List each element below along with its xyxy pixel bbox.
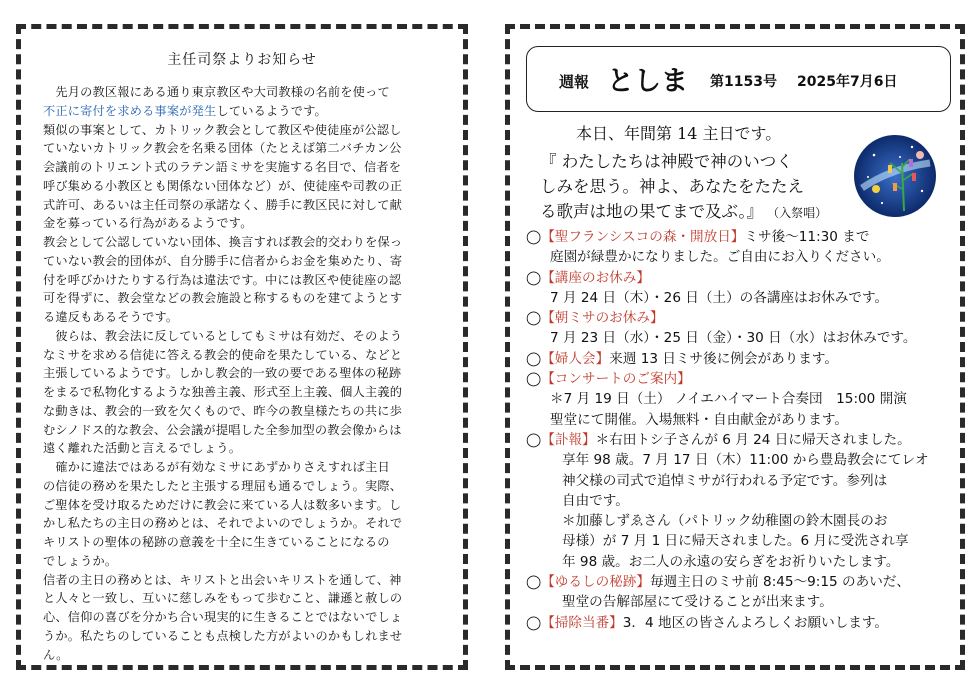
body-text: 心、信仰の喜びを分かち合い現実的に生きることではないでしょ (43, 610, 403, 624)
announcement-detail: 庭園が緑豊かになりました。ご自由にお入りください。 (550, 249, 890, 266)
body-line (43, 627, 453, 646)
left-title: 主任司祭よりお知らせ (167, 52, 317, 68)
psalm-line: 『 わたしたちは神殿で神のいつく (540, 152, 793, 171)
body-text: 類似の事案として、カトリック教会として教区や使徒座が公認し (43, 122, 402, 137)
body-text: ん。 (43, 647, 69, 662)
circle-bullet-icon: ◯ (526, 310, 542, 327)
body-line (43, 608, 453, 627)
body-line (43, 383, 453, 402)
announcement-text: 来週 13 日ミサ後に例会があります。 (609, 350, 838, 367)
circle-bullet-icon: ◯ (526, 229, 542, 245)
body-line (43, 402, 453, 421)
announcement-title: 【聖フランシスコの森・開放日】 (541, 229, 745, 245)
body-line (43, 252, 453, 271)
announcement-item (526, 227, 952, 247)
announcement-item (526, 369, 952, 389)
body-text: なミサを求める信徒に答える教会的使命を果たしている、などと (43, 347, 403, 362)
body-line (43, 439, 453, 458)
announcement-title: 【掃除当番】 (541, 614, 623, 631)
announcement-detail: 年 98 歳。お二人の永遠の安らぎをお祈りいたします。 (562, 553, 900, 570)
body-text: 教会として公認していない団体、換言すれば教会的交わりを保っ (43, 235, 403, 249)
psalm-line: しみを思う。神よ、あなたをたたえ (540, 177, 804, 196)
circle-bullet-icon: ◯ (526, 350, 542, 367)
circle-bullet-icon: ◯ (526, 431, 542, 448)
announcement-text: ミサ後～11:30 まで (744, 229, 870, 245)
body-text: キリストの聖体の秘跡の意義を十全に生きていることになるの (43, 535, 390, 549)
announcement-item (526, 430, 952, 450)
body-text: ていないカトリック教会を名乗る団体（たとえば第二バチカン公 (43, 141, 402, 156)
body-line (43, 514, 453, 533)
announcement-detail: 聖堂の告解部屋にて受けることが出来ます。 (562, 594, 833, 611)
body-text: る違反もあるそうです。 (43, 310, 179, 324)
announcement-title: 【講座のお休み】 (541, 269, 650, 286)
body-text: うか。私たちのしていることも点検した方がよいのかもしれませ (43, 628, 403, 643)
announcement-title: 【朝ミサのお休み】 (541, 310, 664, 327)
circle-bullet-icon: ◯ (526, 574, 542, 591)
body-line (43, 496, 453, 515)
announcement-list (526, 227, 952, 633)
highlighted-text: 不正に寄付を求める事案が発生 (43, 103, 217, 118)
body-line (43, 327, 453, 346)
announcement-detail: 母様）が 7 月 1 日に帰天されました。6 月に受洗され享 (562, 533, 909, 550)
announcement-detail: ＊7 月 19 日（土） ノイエハイマート合奏団 15:00 開演 (550, 391, 907, 408)
announcement-title: 【訃報】 (541, 431, 596, 448)
announcement-detail: 聖堂にて開催。入場無料・自由献金があります。 (550, 411, 848, 428)
psalm-line (540, 199, 827, 226)
announcement-title: 【婦人会】 (541, 350, 610, 367)
announcement-item (526, 572, 952, 592)
header-issue: 第1153号 (710, 74, 777, 90)
body-line (43, 233, 453, 252)
announcement-detail: 7 月 24 日（木）・26 日（土）の各講座はお休みです。 (550, 289, 889, 306)
right-panel (505, 24, 965, 670)
body-line (43, 139, 453, 158)
body-text: 可を得ずに、教会堂などの教会施設と称するものを建てようとす (43, 291, 403, 306)
psalm-line-text: る歌声は地の果てまで及ぶ。』 (540, 202, 764, 221)
sunday-notice: 本日、年間第 14 主日です。 (576, 124, 782, 143)
announcement-detail: 享年 98 歳。7 月 17 日（木）11:00 から豊島教会にてレオ (562, 452, 929, 469)
body-line (43, 458, 453, 477)
announcement-detail: ＊加藤しずゑさん（パトリック幼稚園の鈴木園長のお (562, 513, 888, 530)
left-body (43, 83, 453, 664)
body-line (43, 271, 453, 290)
body-text: 呼び集める小教区とも関係ない団体など）が、使徒座や司教の正 (43, 178, 403, 193)
announcement-item (526, 613, 952, 633)
body-line (43, 289, 453, 308)
body-text: むシノドス的な教会、公会議が提唱した全参加型の教会像からは (43, 422, 402, 437)
entrance-antiphon (540, 149, 827, 226)
body-line (43, 571, 453, 590)
body-line (43, 83, 453, 102)
body-text: 主張しているようです。しかし教会的一致の要である聖体の秘跡 (43, 366, 402, 381)
body-text: をまるで私物化するような独善主義、形式至上主義、個人主義的 (43, 385, 403, 399)
header-name: としま (607, 66, 688, 97)
body-line (43, 121, 453, 140)
body-line (43, 533, 453, 552)
body-line (43, 646, 453, 665)
body-line (43, 214, 453, 233)
body-text: かし私たちの主日の務めとは、それでよいのでしょうか。それで (43, 516, 403, 531)
body-text: 式許可、あるいは主任司祭の承諾なく、勝手に教区民に対して献 (43, 197, 402, 212)
body-text: ていない教会的団体が、自分勝手に信者からお金を集めたり、寄 (43, 253, 403, 268)
body-text: でしょうか。 (43, 553, 118, 568)
body-text: 彼らは、教会法に反しているとしてもミサは有効だ、そのよう (43, 328, 403, 343)
body-line (43, 364, 453, 383)
circle-bullet-icon: ◯ (526, 614, 542, 631)
body-line (43, 102, 453, 121)
body-text: な動きは、教会的一致を欠くもので、昨今の教皇様たちの共に歩 (43, 403, 402, 418)
circle-bullet-icon: ◯ (526, 371, 542, 388)
body-line (43, 158, 453, 177)
body-line (43, 346, 453, 365)
announcement-item (526, 308, 952, 328)
body-line (43, 477, 453, 496)
announcement-detail: 7 月 23 日（水）・25 日（金）・30 日（水）はお休みです。 (550, 330, 917, 347)
announcement-item (526, 349, 952, 369)
body-text: 先月の教区報にある通り東京教区や大司教様の名前を使って (43, 85, 390, 99)
body-text: 会議前のトリエント式のラテン語ミサを実施する名目で、信者を (43, 160, 402, 174)
body-text: 金を募っている行為があるようです。 (43, 216, 253, 231)
body-line (43, 589, 453, 608)
body-line (43, 421, 453, 440)
body-text: 確かに違法ではあるが有効なミサにあずかりさえすれば主日 (43, 460, 390, 474)
circle-bullet-icon: ◯ (526, 269, 542, 286)
newsletter-header (526, 46, 951, 112)
tanabata-illustration-icon (852, 133, 938, 219)
body-text: 付を呼びかけたりする行為は違法です。中には教区や使徒座の認 (43, 272, 402, 287)
announcement-text: 3．4 地区の皆さんよろしくお願いします。 (622, 614, 888, 631)
announcement-detail: 自由です。 (562, 492, 629, 509)
header-date: 2025年7月6日 (797, 74, 898, 90)
body-line (43, 308, 453, 327)
psalm-note: （入祭唱） (773, 206, 828, 220)
announcement-title: 【ゆるしの秘跡】 (541, 574, 650, 591)
announcement-text: 毎週主日のミサ前 8:45～9:15 のあいだ、 (649, 574, 910, 591)
body-text: 遠く離れた活動と言えるでしょう。 (43, 441, 242, 456)
body-text: しているようです。 (216, 103, 327, 118)
header-label: 週報 (559, 73, 590, 91)
body-line (43, 177, 453, 196)
announcement-item (526, 268, 952, 288)
announcement-title: 【コンサートのご案内】 (541, 371, 691, 388)
body-text: の信徒の務めを果たしたと主張する理屈も通るでしょう。実際、 (43, 478, 403, 493)
body-line (43, 196, 453, 215)
announcement-text: ＊右田トシ子さんが 6 月 24 日に帰天されました。 (595, 431, 911, 448)
announcement-detail: 神父様の司式で追悼ミサが行われる予定です。参列は (562, 472, 888, 489)
body-text: ご聖体を受け取るためだけに教会に来ている人は数多います。し (43, 497, 402, 512)
body-text: 信者の主日の務めとは、キリストと出会いキリストを通して、神 (43, 572, 402, 587)
body-line (43, 552, 453, 571)
body-text: と人々と一致し、互いに慈しみをもって歩むこと、謙遜と赦しの (43, 591, 403, 606)
left-panel (16, 24, 468, 670)
